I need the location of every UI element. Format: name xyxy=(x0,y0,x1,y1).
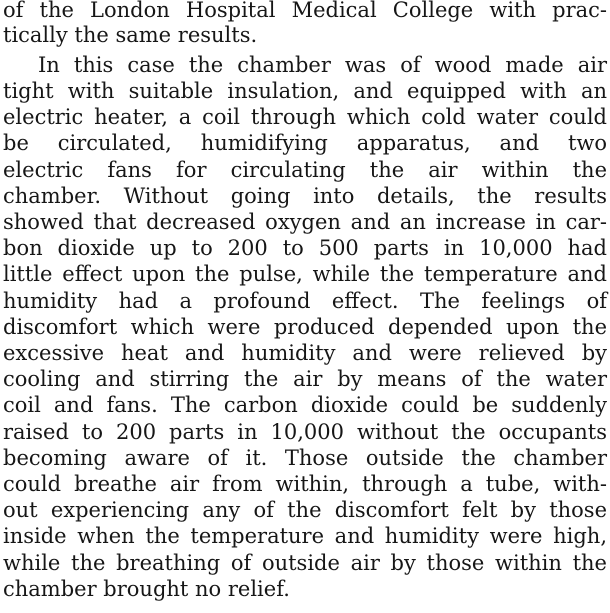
text-line: inside when the temperature and humidity were high, xyxy=(3,524,607,548)
text-line: coil and fans. The carbon dioxide could be suddenly xyxy=(3,393,607,417)
text-line: tically the same results. xyxy=(3,23,258,47)
text-line: be circulated, humidifying apparatus, and two xyxy=(3,131,607,155)
text-line: chamber. Without going into details, the results xyxy=(3,184,607,208)
text-line: bon dioxide up to 200 to 500 parts in 10,000 had xyxy=(3,236,607,260)
text-line: discomfort which were produced depended upon the xyxy=(3,315,607,339)
text-line: little effect upon the pulse, while the temperature and xyxy=(3,262,607,286)
text-line: tight with suitable insulation, and equipped with an xyxy=(3,79,607,103)
text-line: out experiencing any of the discomfort felt by those xyxy=(3,498,607,522)
text-line: becoming aware of it. Those outside the chamber xyxy=(3,446,607,470)
text-line: showed that decreased oxygen and an increase in car- xyxy=(3,210,607,234)
text-line: excessive heat and humidity and were relieved by xyxy=(3,341,607,365)
text-line: raised to 200 parts in 10,000 without the occupants xyxy=(3,420,607,444)
text-line: chamber brought no relief. xyxy=(3,577,290,601)
text-line: humidity had a profound effect. The feelings of xyxy=(3,289,607,313)
text-line: electric heater, a coil through which cold water could xyxy=(3,105,607,129)
text-line: In this case the chamber was of wood made air xyxy=(38,53,607,77)
text-line: could breathe air from within, through a tube, with- xyxy=(3,472,607,496)
text-line: of the London Hospital Medical College with prac- xyxy=(3,0,607,22)
text-line: cooling and stirring the air by means of the water xyxy=(3,367,607,391)
text-line: while the breathing of outside air by those within the xyxy=(3,551,607,575)
text-line: electric fans for circulating the air within the xyxy=(3,158,607,182)
